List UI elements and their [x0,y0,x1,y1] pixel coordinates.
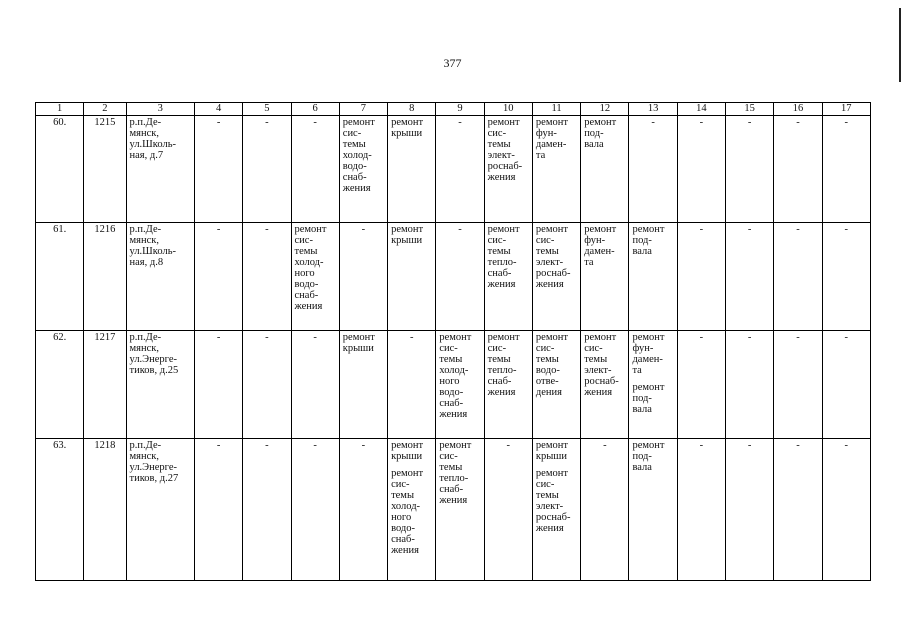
repair-work-cell [532,223,580,331]
address-cell: р.п.Де- мянск, ул.Школь- ная, д.8 [126,223,194,331]
empty-work-cell: - [774,116,822,223]
repair-work-cell [388,116,436,223]
repair-work-cell [436,439,484,581]
object-id: 1218 [84,439,126,581]
repair-work-cell [339,331,387,439]
column-header-4: 4 [194,103,242,116]
column-header-15: 15 [726,103,774,116]
page-number: 377 [443,56,462,70]
table-row [36,116,871,223]
repair-work-entry: ремонт сис- темы холод- водо- снаб- жения [342,117,375,194]
repair-work-entry: ремонт сис- темы тепло- снаб- жения [487,224,520,290]
empty-work-cell: - [339,223,387,331]
column-header-3: 3 [126,103,194,116]
repair-work-entry: ремонт сис- темы элект- роснаб- жения [584,332,619,398]
repair-work-cell [436,331,484,439]
repair-work-cell [532,116,580,223]
repair-work-entry: ремонт сис- темы холод- ного водо- снаб- жения [294,224,327,312]
repair-work-cell [629,223,677,331]
repair-work-entry: ремонт сис- темы холод- ного водо- снаб- жения [439,332,472,420]
empty-work-cell: - [677,331,725,439]
repair-work-cell [581,116,629,223]
repair-work-entry: ремонт сис- темы тепло- снаб- жения [487,332,520,398]
empty-work-cell: - [339,439,387,581]
repair-work-entry: ремонт под- вала [632,224,665,257]
repair-work-entry: ремонт под- вала [632,382,665,415]
repair-work-cell [291,223,339,331]
row-number: 61. [36,223,84,331]
empty-work-cell: - [774,223,822,331]
empty-work-cell: - [436,116,484,223]
empty-work-cell: - [822,116,870,223]
row-number: 60. [36,116,84,223]
repair-work-cell [484,331,532,439]
empty-work-cell: - [484,439,532,581]
repair-work-cell [484,116,532,223]
repair-work-cell [388,439,436,581]
column-header-12: 12 [581,103,629,116]
empty-work-cell: - [243,223,291,331]
address-cell: р.п.Де- мянск, ул.Школь- ная, д.7 [126,116,194,223]
table-row [36,439,871,581]
address-cell: р.п.Де- мянск, ул.Энерге- тиков, д.27 [126,439,194,581]
repair-work-entry: ремонт фун- дамен- та [632,332,665,376]
column-header-9: 9 [436,103,484,116]
empty-work-cell: - [436,223,484,331]
repair-work-entry: ремонт сис- темы элект- роснаб- жения [535,468,571,534]
repair-work-entry: ремонт фун- дамен- та [535,117,568,161]
empty-work-cell: - [291,116,339,223]
empty-work-cell: - [726,223,774,331]
repair-work-entry: ремонт крыши [391,440,424,462]
column-header-7: 7 [339,103,387,116]
column-header-8: 8 [388,103,436,116]
empty-work-cell: - [726,331,774,439]
repair-work-entry: ремонт крыши [342,332,375,354]
repair-work-cell [339,116,387,223]
repair-work-entry: ремонт под- вала [632,440,665,473]
table-row [36,331,871,439]
object-id: 1216 [84,223,126,331]
empty-work-cell: - [388,331,436,439]
empty-work-cell: - [194,116,242,223]
object-id: 1217 [84,331,126,439]
empty-work-cell: - [726,116,774,223]
repair-work-entry: ремонт крыши [391,117,424,139]
repair-work-entry: ремонт сис- темы холод- ного водо- снаб- жения [391,468,424,556]
row-number: 63. [36,439,84,581]
empty-work-cell: - [194,331,242,439]
empty-work-cell: - [291,331,339,439]
empty-work-cell: - [243,331,291,439]
repair-work-cell [484,223,532,331]
column-header-11: 11 [532,103,580,116]
column-header-13: 13 [629,103,677,116]
repair-work-cell [629,439,677,581]
empty-work-cell: - [822,331,870,439]
empty-work-cell: - [243,116,291,223]
empty-work-cell: - [677,116,725,223]
column-header-10: 10 [484,103,532,116]
repair-work-entry: ремонт сис- темы элект- роснаб- жения [487,117,523,183]
column-number-header [36,103,871,116]
empty-work-cell: - [677,439,725,581]
repair-work-entry: ремонт под- вала [584,117,617,150]
repair-work-cell [629,331,677,439]
object-id: 1215 [84,116,126,223]
column-header-6: 6 [291,103,339,116]
empty-work-cell: - [629,116,677,223]
column-header-2: 2 [84,103,126,116]
repair-work-entry: ремонт сис- темы тепло- снаб- жения [439,440,472,506]
empty-work-cell: - [194,439,242,581]
empty-work-cell: - [726,439,774,581]
repair-work-cell [388,223,436,331]
repair-work-cell [532,331,580,439]
empty-work-cell: - [774,439,822,581]
repair-work-entry: ремонт крыши [391,224,424,246]
empty-work-cell: - [291,439,339,581]
empty-work-cell: - [581,439,629,581]
repair-schedule-table [35,102,871,581]
repair-work-cell [532,439,580,581]
table-row [36,223,871,331]
empty-work-cell: - [243,439,291,581]
column-header-5: 5 [243,103,291,116]
column-header-14: 14 [677,103,725,116]
repair-work-entry: ремонт сис- темы водо- отве- дения [535,332,568,398]
empty-work-cell: - [774,331,822,439]
empty-work-cell: - [822,439,870,581]
empty-work-cell: - [194,223,242,331]
row-number: 62. [36,331,84,439]
repair-work-entry: ремонт фун- дамен- та [584,224,617,268]
column-header-1: 1 [36,103,84,116]
empty-work-cell: - [822,223,870,331]
repair-work-cell [581,223,629,331]
column-header-16: 16 [774,103,822,116]
repair-work-cell [581,331,629,439]
empty-work-cell: - [677,223,725,331]
repair-work-entry: ремонт крыши [535,440,568,462]
scan-edge-mark [899,8,901,82]
address-cell: р.п.Де- мянск, ул.Энерге- тиков, д.25 [126,331,194,439]
repair-work-entry: ремонт сис- темы элект- роснаб- жения [535,224,571,290]
column-header-17: 17 [822,103,870,116]
